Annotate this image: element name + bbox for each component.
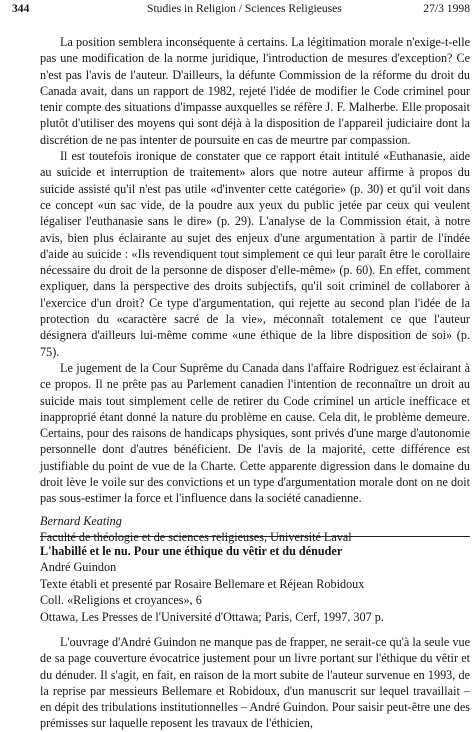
- body-paragraph: La position semblera inconséquente à certains. La légitimation morale n'exige-t-elle pas une modification de la norme juridique, l'introduction de mesures d'exception? Ce n'est pas l'avis de l'auteur. D'ailleurs, la défunte Commission de la réforme du droit du Canada avait, dans un rapport de 1982, rejeté l'idée de modifier le Code criminel pour tenir compte des situations d'impasse auxquelles se réfère J. F. Malherbe. Elle proposait plutôt d'utiliser des moyens qui sont déjà à la disposition de l'appareil judiciaire dont la discrétion de ne pas intenter de poursuite en cas de meurtre par compassion.: [40, 35, 470, 147]
- book-editors: Texte établi et presenté par Rosaire Bellemare et Réjean Robidoux: [40, 576, 365, 591]
- book-publication: Ottawa, Les Presses de l'Université d'Ottawa; Paris, Cerf, 1997. 307 p.: [40, 609, 384, 624]
- page-number: 344: [12, 2, 30, 15]
- book-review-citation: [40, 543, 470, 625]
- body-paragraph: Le jugement de la Cour Suprême du Canada dans l'affaire Rodriguez est éclairant à ce propos. Il ne prête pas au Parlement canadien l'intention de reconnaître un droit au suicide mais tout simplement celle de retirer du Code criminel un article inefficace et inapproprié étant donné la nature du problème en cause. Cela dit, le problème demeure. Certains, pour des raisons de handicaps physiques, sont privés d'une marge d'autonomie personnelle dont d'autres bénéficient. De l'avis de la majorité, cette différence est justifiable du point de vue de la Charte. Cette apparente digression dans le domaine du droit lève le voile sur des convictions et un type d'argumentation morale dont on ne doit pas sous-estimer la force et l'influence dans la société canadienne.: [40, 360, 470, 506]
- book-series: Coll. «Religions et croyances», 6: [40, 593, 202, 608]
- book-author: André Guindon: [40, 560, 117, 575]
- review-paragraph: L'ouvrage d'André Guindon ne manque pas de frapper, ne serait-ce qu'à la seule vue de sa page couverture évocatrice justement pour un livre portant sur l'éthique du vêtir et du dénuder. Il s'agit, en fait, en raison de la mort subite de l'auteur survenue en 1993, de la reprise par messieurs Bellemare et Robidoux, d'un manuscrit sur lequel travaillait – en dépit des tribulations institutionnelles – André Guindon. Pour saisir peut-être une des prémisses sur laquelle reposent les travaux de l'éthicien,: [40, 635, 470, 731]
- author-signature: Bernard Keating: [40, 513, 122, 528]
- book-title: L'habillé et le nu. Pour une éthique du vêtir et du dénuder: [40, 544, 343, 558]
- running-header: [12, 2, 470, 16]
- author-affiliation: Faculté de théologie et de sciences religieuses, Université Laval: [40, 529, 352, 544]
- running-title: Studies in Religion / Sciences Religieuses: [147, 2, 342, 15]
- review-body: [40, 634, 470, 732]
- article-body: [40, 34, 470, 545]
- body-paragraph: Il est toutefois ironique de constater que ce rapport était intitulé «Euthanasie, aide au suicide et interruption de traitement» alors que notre auteur affirme à propos du suicide assisté qu'il n'est pas utile «d'inventer cette catégorie» (p. 30) et qu'il voit dans ce concept «un sac vide, de la poudre aux yeux du public jetée par ceux qui veulent légaliser l'euthanasie sans le dire» (p. 29). L'analyse de la Commission était, à notre avis, bien plus éclairante au sujet des enjeux d'une argumentation à partir de l'indée d'aide au suicide : «Ils revendiquent tout simplement ce qui leur paraît être le corollaire nécessaire du droit de la personne de disposer d'elle-même» (p. 60). En effet, comment expliquer, dans la perspective des droits subjectifs, qu'il soit criminel de collaborer à l'exercice d'un droit? Ce type d'argumentation, qui rejette au second plan l'idée de la protection du «caractère sacré de la vie», méconnaît totalement ce que l'auteur désignera d'ailleurs lui-même comme «une éthique de la libre disposition de soi» (p. 75).: [40, 149, 470, 359]
- section-divider: [40, 536, 470, 537]
- volume-year: 27/3 1998: [423, 2, 470, 15]
